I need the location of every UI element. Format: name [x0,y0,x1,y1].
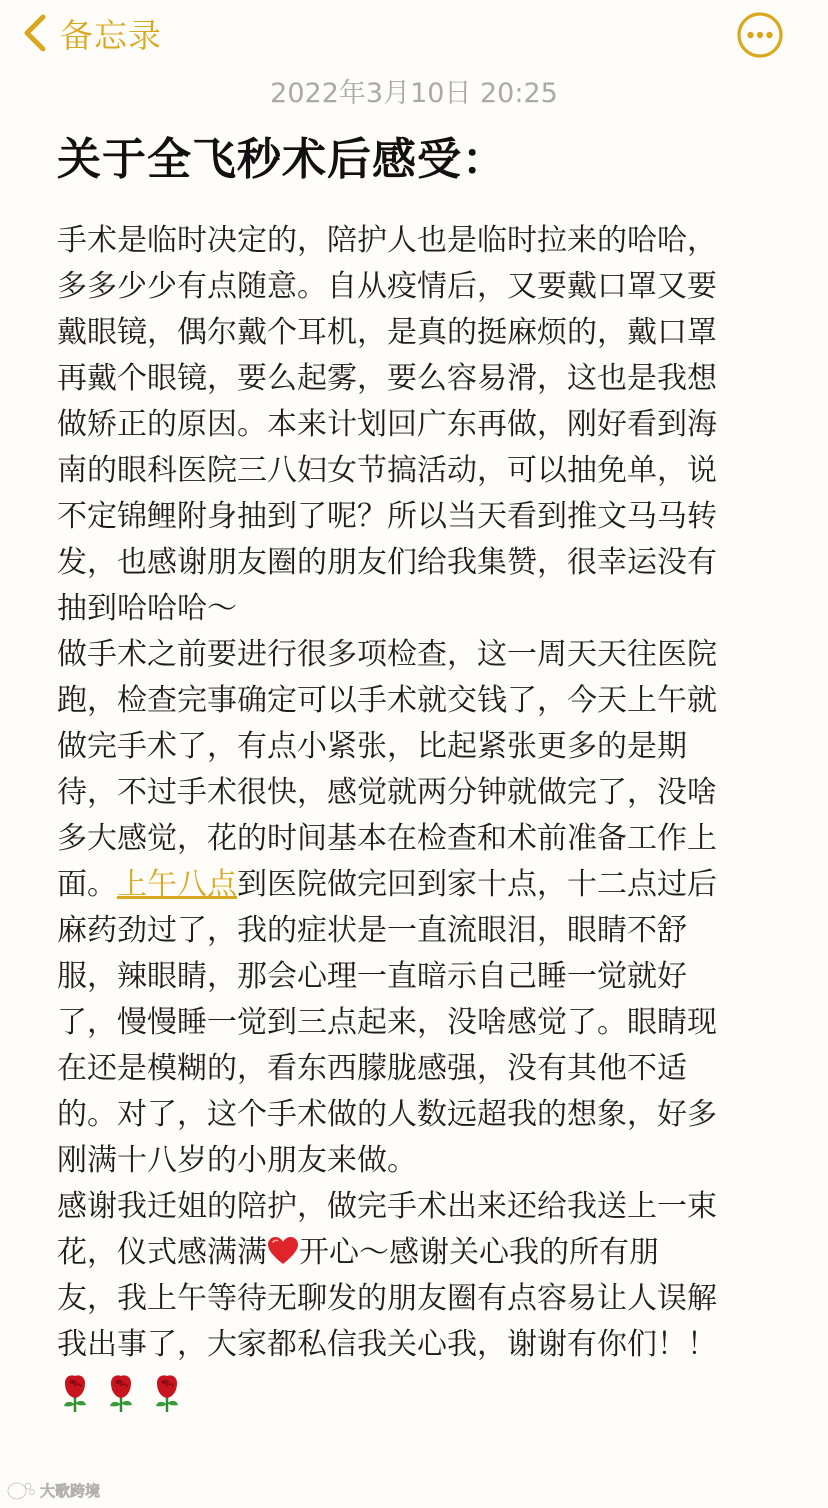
link-line-prefix: 面。 [57,867,117,902]
note-line: 跑，检查完事确定可以手术就交钱了，今天上午就 [57,683,717,718]
note-line: 多多少少有点随意。自从疫情后，又要戴口罩又要 [57,269,717,304]
watermark-text: 大歌跨境 [40,1481,101,1500]
note-timestamp: 2022年3月10日 20:25 [270,78,558,109]
note-line: 做矫正的原因。本来计划回广东再做，刚好看到海 [57,407,717,442]
note-line: 在还是模糊的，看东西朦胧感强，没有其他不适 [57,1051,687,1086]
note-line-with-heart [57,1230,779,1276]
note-line: 我出事了，大家都私信我关心我，谢谢有你们！！ [57,1327,717,1362]
note-body[interactable] [57,218,779,1416]
heart-line-suffix: 开心～感谢关心我的所有朋 [299,1235,659,1270]
note-line: 再戴个眼镜，要么起雾，要么容易滑，这也是我想 [57,361,717,396]
note-line: 抽到哈哈哈～ [57,591,237,626]
back-label: 备忘录 [60,15,162,55]
rose-emoji-row [57,1370,779,1416]
rose-icon [149,1373,185,1413]
chevron-left-icon [22,11,54,55]
more-options-button[interactable] [736,11,784,59]
rose-icon [57,1373,93,1413]
note-line: 友，我上午等待无聊发的朋友圈有点容易让人误解 [57,1281,717,1316]
note-line: 感谢我迁姐的陪护，做完手术出来还给我送上一束 [57,1189,717,1224]
note-line-with-link [57,862,779,908]
note-line: 刚满十八岁的小朋友来做。 [57,1143,417,1178]
note-line: 多大感觉，花的时间基本在检查和术前准备工作上 [57,821,717,856]
note-line: 做手术之前要进行很多项检查，这一周天天往医院 [57,637,717,672]
watermark-logo-icon [6,1478,36,1502]
watermark [6,1476,100,1504]
note-line: 麻药劲过了，我的症状是一直流眼泪，眼睛不舒 [57,913,687,948]
back-button[interactable] [22,8,162,58]
heart-line-prefix: 花，仪式感满满 [57,1235,267,1270]
ellipsis-circle-icon [736,11,784,59]
note-line: 待，不过手术很快，感觉就两分钟就做完了，没啥 [57,775,717,810]
nav-bar [0,0,828,70]
note-line: 做完手术了，有点小紧张，比起紧张更多的是期 [57,729,687,764]
red-heart-icon [267,1234,299,1264]
rose-icon [103,1373,139,1413]
note-line: 南的眼科医院三八妇女节搞活动，可以抽免单，说 [57,453,717,488]
note-line: 服，辣眼睛，那会心理一直暗示自己睡一觉就好 [57,959,687,994]
time-detected-link[interactable]: 上午八点 [117,867,237,902]
note-line: 不定锦鲤附身抽到了呢？所以当天看到推文马马转 [57,499,717,534]
note-line: 的。对了，这个手术做的人数远超我的想象，好多 [57,1097,717,1132]
note-title[interactable]: 关于全飞秒术后感受： [57,134,507,185]
note-line: 戴眼镜，偶尔戴个耳机，是真的挺麻烦的，戴口罩 [57,315,717,350]
link-line-suffix: 到医院做完回到家十点，十二点过后 [237,867,717,902]
note-line: 手术是临时决定的，陪护人也是临时拉来的哈哈， [57,223,717,258]
note-line: 了，慢慢睡一觉到三点起来，没啥感觉了。眼睛现 [57,1005,717,1040]
note-line: 发，也感谢朋友圈的朋友们给我集赞，很幸运没有 [57,545,717,580]
